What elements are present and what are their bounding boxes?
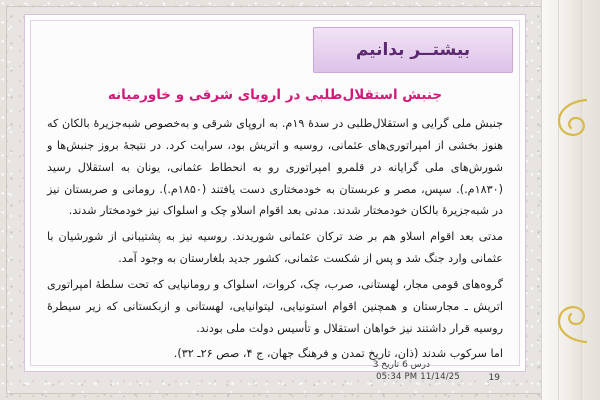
slide-footer	[0, 352, 600, 392]
content-card	[24, 14, 526, 372]
footer-lesson-label: درس 6 تاریخ 3	[372, 360, 430, 370]
paragraph: گروه‌های قومی مجار، لهستانی، صرب، چک، کروات، اسلواک و رومانیایی که تحت سلطهٔ امپراتوری اتریش ـ مجارستان و همچنین اقوام استونیایی، لیتوانیایی، لهستانی و ازبکستانی که زیر سیطرهٔ روسیه قرار داشتند نیز خواهان استقلال و تأسیس دولت ملی بودند.	[47, 277, 503, 335]
footer-timestamp: 05:34 PM 11/14/25	[376, 372, 460, 382]
paragraph-source: اما سرکوب شدند (ذان، تاریخ تمدن و فرهنگ جهان، ج ۴، صص ۲۶ـ ۳۲).	[173, 347, 503, 361]
section-heading: جنبش استقلال‌طلبی در اروپای شرقی و خاورمیانه	[107, 87, 443, 103]
decorative-spine	[541, 0, 600, 400]
paragraph: مدتی بعد اقوام اسلاو هم بر ضد ترکان عثمانی شوریدند. روسیه نیز به پشتیبانی از شورشیان با عثمانی وارد جنگ شد و پس از شکست عثمانی، کشور جدید بلغارستان به وجود آمد.	[47, 230, 503, 266]
title-banner	[313, 27, 513, 73]
footer-page-number: 19	[488, 373, 500, 383]
swirl-ornament-icon	[548, 300, 594, 346]
page-title: بیشتــر بدانیم	[355, 40, 471, 60]
body-text	[47, 113, 503, 369]
paragraph: جنبش ملی گرایی و استقلال‌طلبی در سدهٔ ۱۹م. به اروپای شرقی و به‌خصوص شبه‌جزیرهٔ بالکان که هنوز بخشی از امپراتوری‌های عثمانی، روسیه و اتریش بود، سرایت کرد. در نتیجهٔ بروز جنبش‌ها و شورش‌های ملی گرایانه در قلمرو امپراتوری رو به انحطاط عثمانی، یونان به استقلال رسید (۱۸۳۰م.). سپس، مصر و عربستان به خودمختاری دست یافتند (۱۸۵۰م.). رومانی و صربستان نیز در شبه‌جزیرهٔ بالکان خودمختار شدند. مدتی بعد اقوام اسلاو چک و اسلواک نیز خودمختار شدند.	[47, 117, 503, 218]
swirl-ornament-icon	[548, 96, 594, 142]
